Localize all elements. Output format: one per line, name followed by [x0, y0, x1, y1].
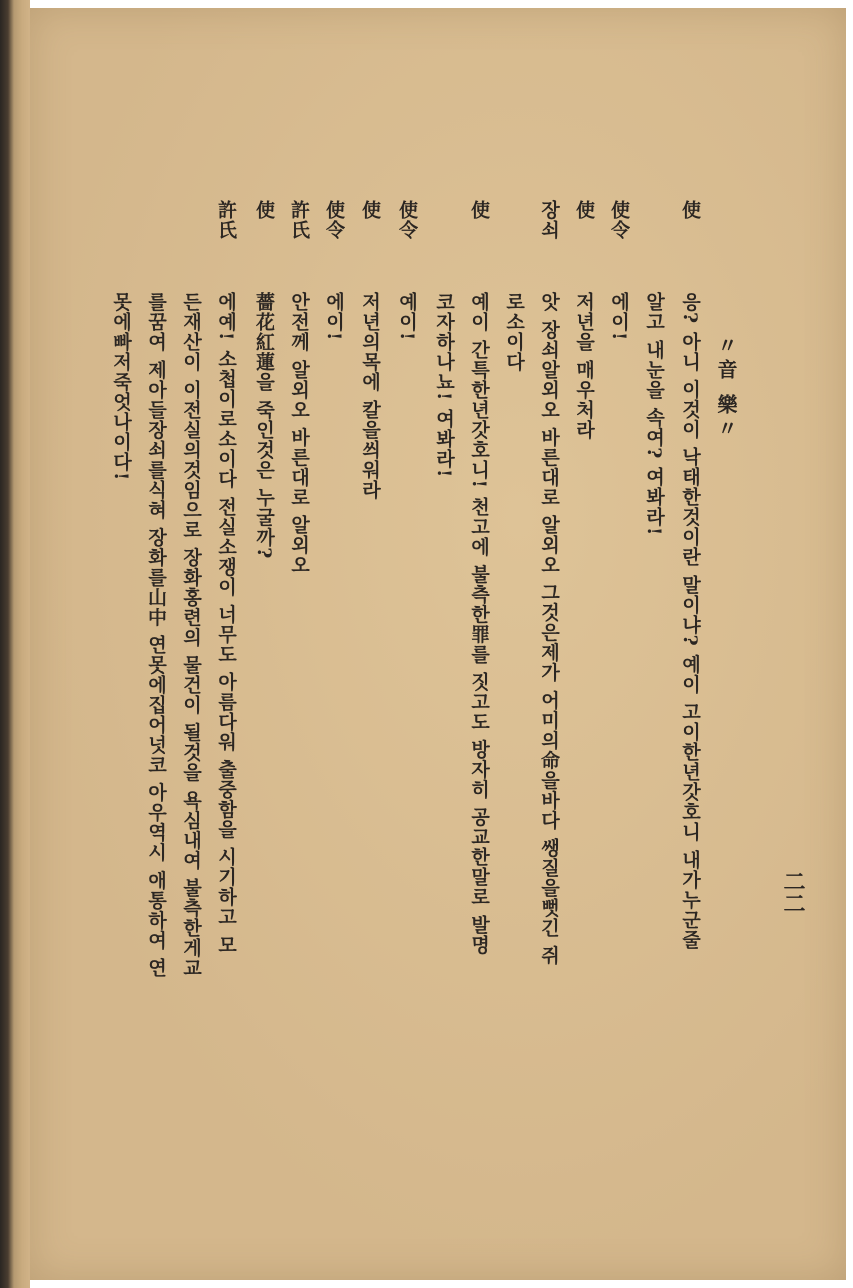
- dialogue-line: 앗 장쇠알외오 바른대로 알외오 그것은제가 어미의命을바다 쌩질을뻣긴 쥐: [538, 292, 560, 966]
- dialogue-line: 예이 간특한년갓호니! 천고에 불측한罪를 짓고도 방자히 공교한말로 발명: [468, 292, 490, 955]
- dialogue-line: 에예! 소첩이로소이다 전실소쟁이 너무도 아름다워 출중함을 시기하고 모: [215, 292, 237, 955]
- dialogue-line: 薔花紅蓮을 죽인것은 누굴까?: [253, 292, 275, 560]
- dialogue-line: 알고 내눈을 속여? 여봐라!: [643, 292, 665, 537]
- dialogue-line: 에이!: [608, 292, 630, 342]
- dialogue-line: 를꿈여 제아들장쇠를식혀 장화를山中 연못에집어넛코 아우역시 애통하여 연: [145, 292, 167, 978]
- dialogue-line: 든재산이 이전실의것임으로 장화홍련의 물건이 될것을 욕심내여 불측한게교: [180, 292, 202, 978]
- speaker-label: 許氏: [288, 200, 310, 240]
- dialogue-line: 코자하나뇨! 여봐라!: [433, 292, 455, 479]
- speaker-label: 許氏: [215, 200, 237, 240]
- speaker-label: 使: [573, 200, 595, 220]
- dialogue-line: 로소이다: [503, 292, 525, 372]
- dialogue-line: 저년을 매우처라: [573, 292, 595, 440]
- speaker-label: 使: [468, 200, 490, 220]
- dialogue-line: 안전께 알외오 바른대로 알외오: [288, 292, 310, 575]
- dialogue-line: 응? 아니 이것이 낙태한것이란 말이냐? 예이 고이한년갓호니 내가누군줄: [679, 292, 701, 950]
- speaker-label: 使: [253, 200, 275, 220]
- speaker-label: 使: [679, 200, 701, 220]
- page-number: 二二: [780, 870, 806, 914]
- dialogue-line: 예이!: [396, 292, 418, 342]
- speaker-label: 使: [359, 200, 381, 220]
- book-spine: [0, 0, 30, 1288]
- speaker-label: 使令: [608, 200, 630, 240]
- dialogue-line: 못에빠저죽엇나이다!: [110, 292, 132, 482]
- dialogue-line: 저년의목에 칼을씌워라: [359, 292, 381, 500]
- dialogue-line: 에이!: [323, 292, 345, 342]
- speaker-label: 使令: [396, 200, 418, 240]
- stage-heading: 〃音 樂〃: [714, 335, 738, 442]
- speaker-label: 장쇠: [538, 200, 560, 240]
- speaker-label: 使令: [323, 200, 345, 240]
